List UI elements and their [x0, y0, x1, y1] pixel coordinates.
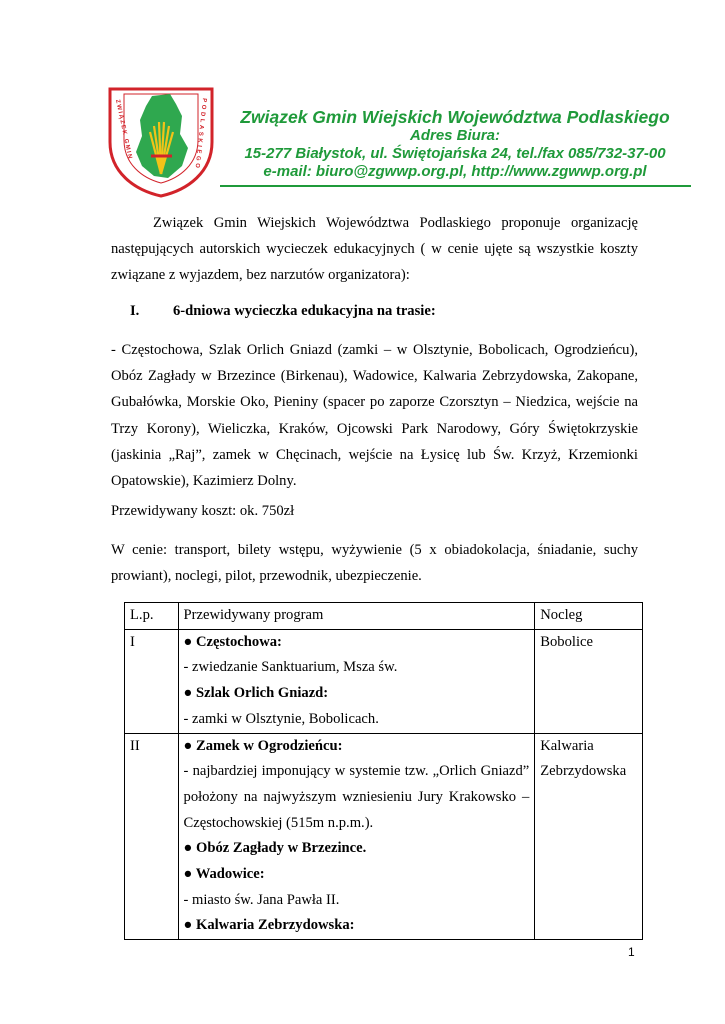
row-lp: I	[125, 629, 179, 733]
table-row	[125, 733, 643, 940]
header-lp: L.p.	[125, 603, 179, 630]
section-heading	[130, 303, 436, 320]
office-address: 15-277 Białystok, ul. Świętojańska 24, tel./fax 085/732-37-00	[244, 145, 666, 162]
route-paragraph: - Częstochowa, Szlak Orlich Gniazd (zamki – w Olsztynie, Bobolicach, Ogrodzieńcu), Obóz Zagłady w Brzezince (Birkenau), Wadowice, Kalwaria Zebrzydowska, Zakopane, Gubałówka, Morskie Oko, Pieniny (spacer po zaporze Czorsztyn – Niedzica, wejście na Trzy Korony), Wieliczka, Kraków, Ojcowski Park Narodowy, Góry Świętokrzyskie (jaskinia „Raj”, zamek w Chęcinach, wejście na Łysicę lub Św. Krzyż, Krzemionki Opatowskie), Kazimierz Dolny.	[111, 342, 638, 490]
contact-line[interactable]: e-mail: biuro@zgwwp.org.pl, http://www.zgwwp.org.pl	[263, 163, 647, 180]
program-line: ● Obóz Zagłady w Brzezince.	[183, 840, 367, 857]
program-line: - najbardziej imponujący w systemie tzw. „Orlich Gniazd” położony na najwyższym wzniesieniu Jury Krakowsko – Częstochowskiej (515m n.p.m.).	[183, 763, 530, 831]
intro-paragraph: Związek Gmin Wiejskich Województwa Podlaskiego proponuje organizację następujących autorskich wycieczek edukacyjnych ( w cenie ujęte są wszystkie koszty związane z wyjazdem, bez narzutów organizatora):	[111, 215, 638, 284]
program-line: ● Zamek w Ogrodzieńcu:	[183, 737, 343, 754]
program-line: ● Szlak Orlich Gniazd:	[183, 685, 329, 702]
table-header-row	[125, 603, 643, 630]
includes-paragraph: W cenie: transport, bilety wstępu, wyżywienie (5 x obiadokolacja, śniadanie, suchy prowiant), noclegi, pilot, przewodnik, ubezpieczenie.	[111, 542, 638, 585]
row-nocleg: Bobolice	[535, 629, 643, 733]
section-number: I.	[130, 303, 140, 319]
program-line: - miasto św. Jana Pawła II.	[183, 891, 340, 908]
organization-logo	[106, 86, 216, 198]
section-title: 6-dniowa wycieczka edukacyjna na trasie:	[173, 303, 436, 319]
cost-paragraph: Przewidywany koszt: ok. 750zł	[111, 503, 295, 519]
svg-text:PODLASKIEGO: PODLASKIEGO	[193, 97, 207, 169]
program-line: - zamki w Olsztynie, Bobolicach.	[183, 710, 379, 727]
row-program	[178, 629, 535, 733]
svg-text:ZWIĄZEK GMIN: ZWIĄZEK GMIN	[114, 99, 133, 160]
program-table	[124, 602, 643, 940]
program-line: ● Wadowice:	[183, 866, 265, 883]
header-nocleg: Nocleg	[535, 603, 643, 630]
organization-name: Związek Gmin Wiejskich Województwa Podlaskiego	[240, 107, 670, 127]
header-divider	[220, 185, 691, 187]
address-label: Adres Biura:	[409, 127, 501, 144]
program-line: - zwiedzanie Sanktuarium, Msza św.	[183, 659, 398, 676]
row-program	[178, 733, 535, 940]
program-line: ● Kalwaria Zebrzydowska:	[183, 917, 355, 934]
page-number: 1	[628, 945, 635, 959]
row-nocleg: Kalwaria Zebrzydowska	[535, 733, 643, 940]
table-row	[125, 629, 643, 733]
header-program: Przewidywany program	[178, 603, 535, 630]
row-lp: II	[125, 733, 179, 940]
program-line: ● Częstochowa:	[183, 633, 282, 650]
